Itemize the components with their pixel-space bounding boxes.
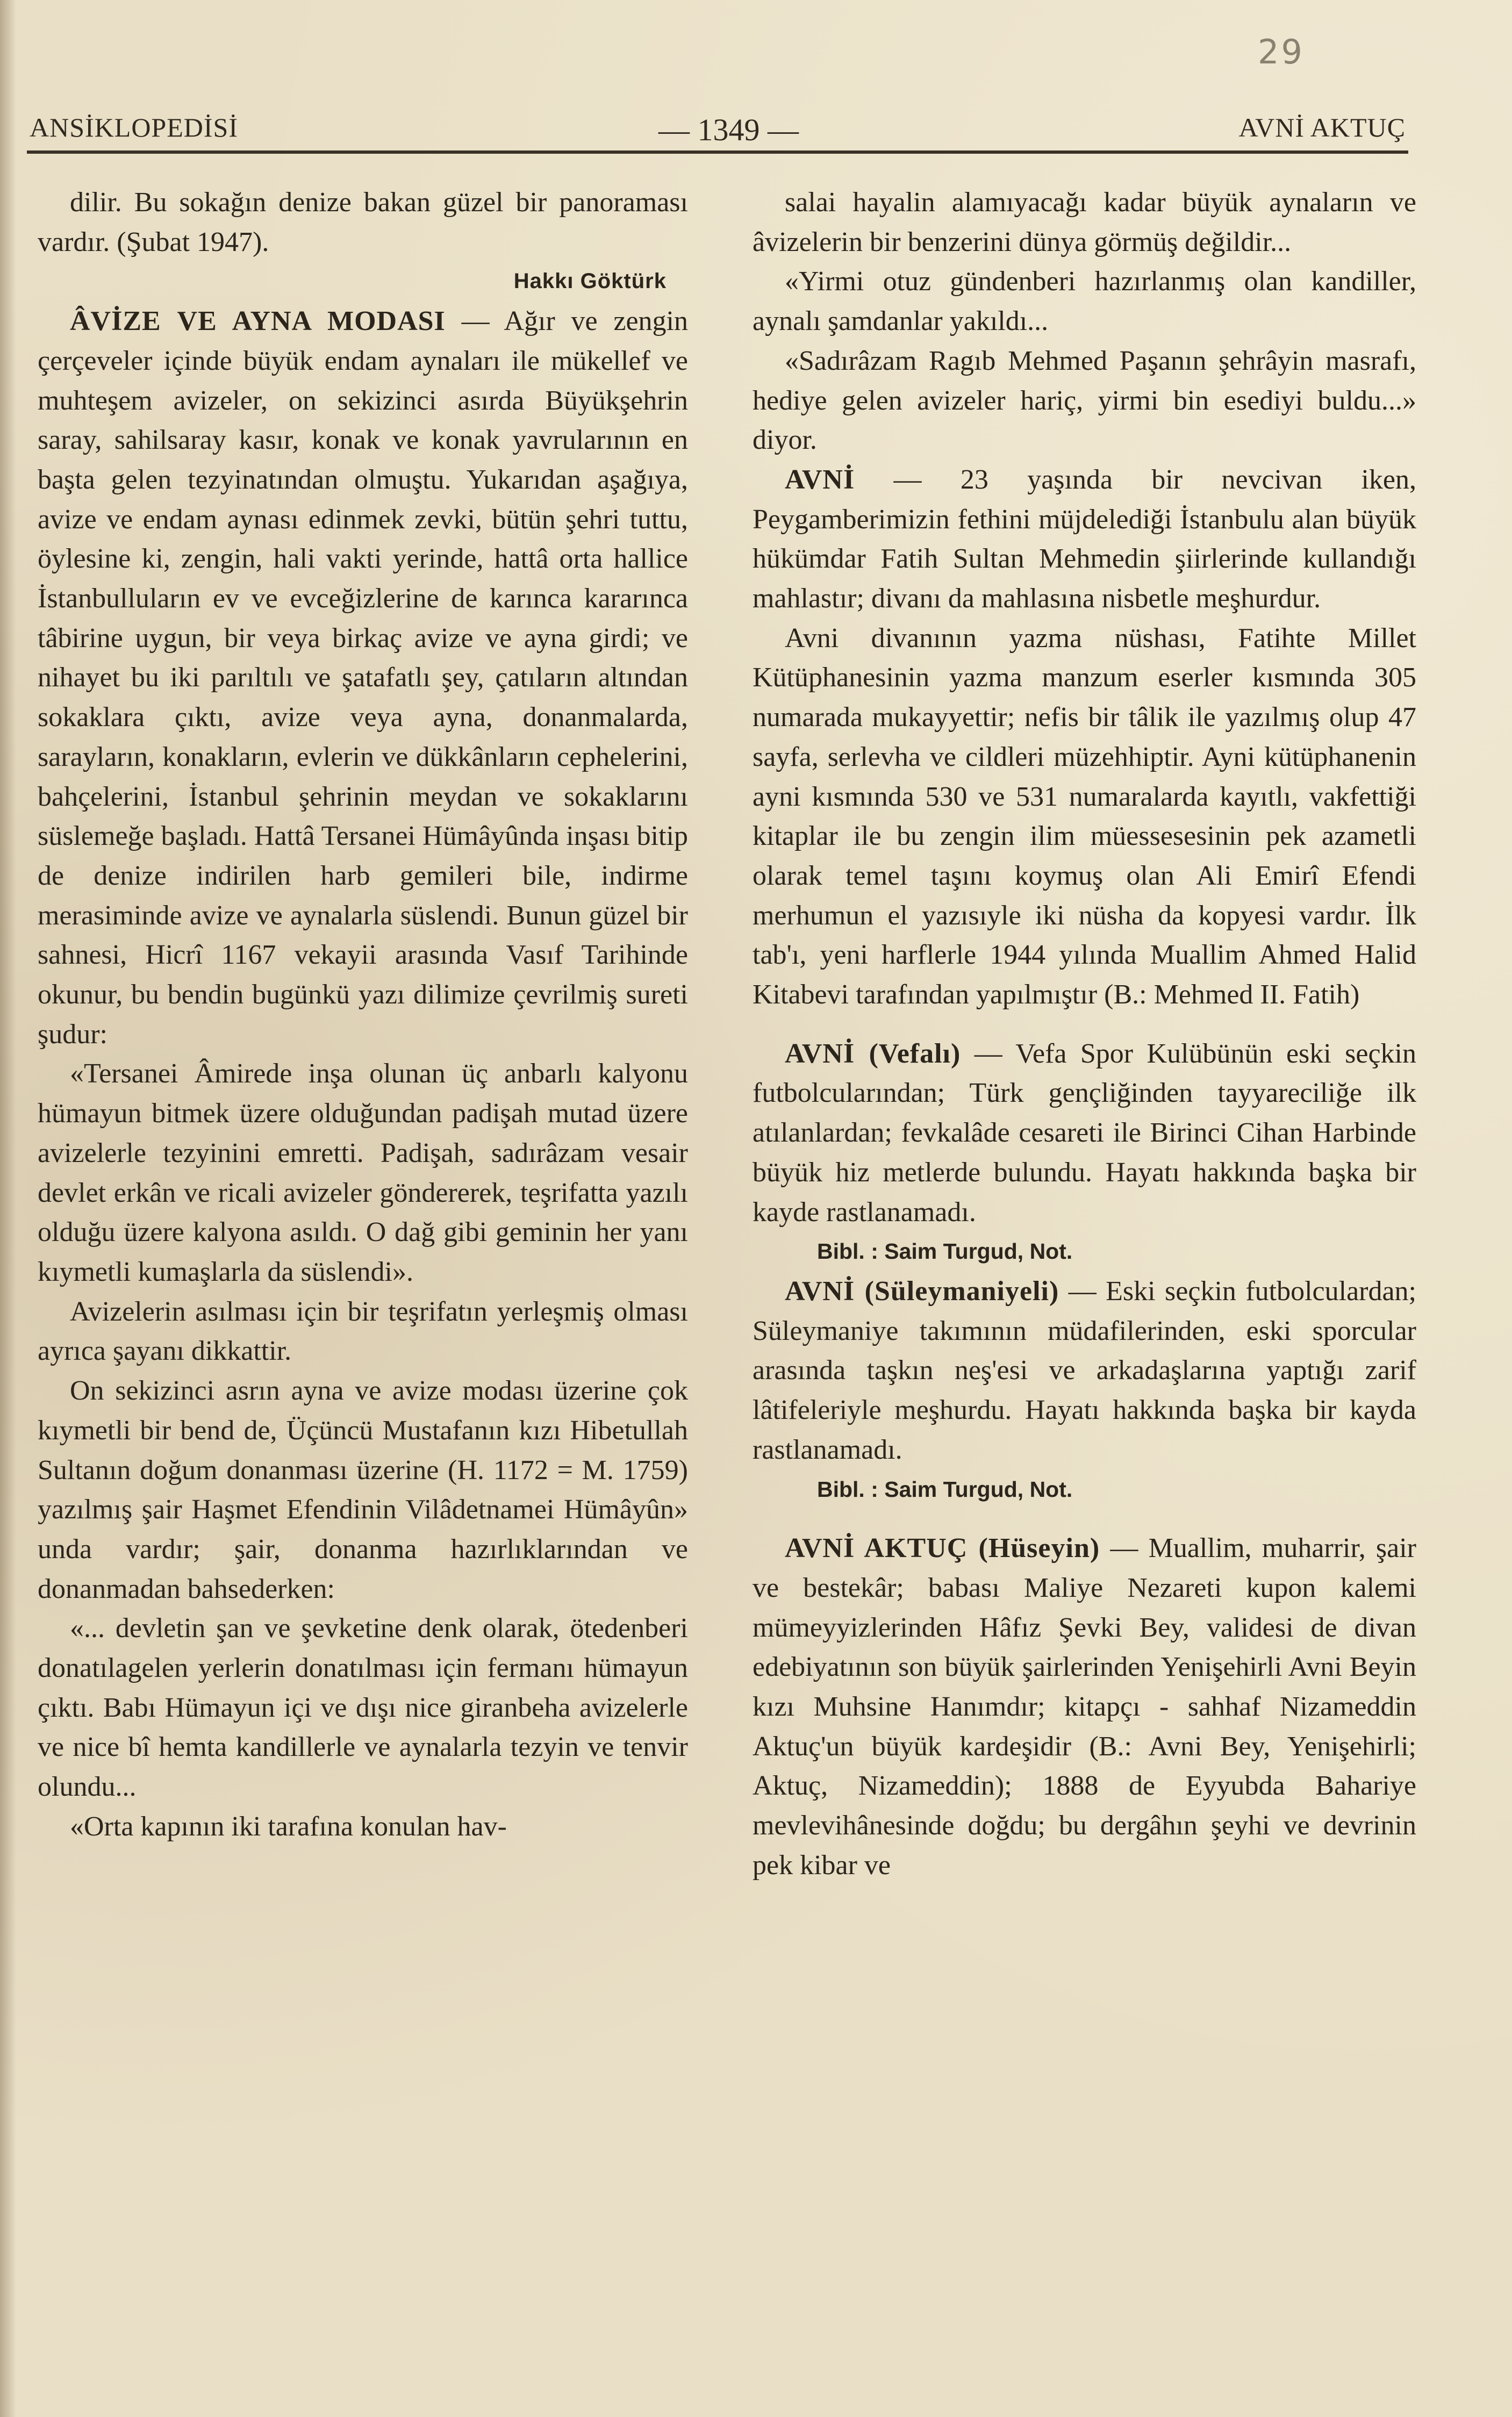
body-paragraph bbox=[753, 619, 1416, 1015]
header-left: ANSİKLOPEDİSİ bbox=[30, 112, 238, 142]
entry-paragraph bbox=[753, 1272, 1416, 1470]
entry-headword: AVNİ (Süleymaniyeli) bbox=[785, 1275, 1059, 1307]
bibliography-note: Bibl. : Saim Turgud, Not. bbox=[817, 1239, 1073, 1264]
entry-paragraph bbox=[753, 460, 1416, 619]
paragraph-text: «Yirmi otuz gündenberi hazırlanmış olan kandiller, aynalı şamdanlar yakıldı... bbox=[753, 266, 1416, 337]
paragraph-text: — 23 yaşında bir nevcivan iken, Peygamberimizin fethini müjdelediği İstanbulu alan büyük hükümdar Fatih Sultan Mehmedin şiirlerinde kullandığı mahlastır; divanı da mahlasına nisbetle meşhurdur. bbox=[753, 464, 1416, 614]
paragraph-text: Avizelerin asılması için bir teşrifatın yerleşmiş olması ayrıca şayanı dikkattir. bbox=[38, 1296, 688, 1367]
page-binding-shadow bbox=[0, 0, 16, 2417]
entry-paragraph bbox=[753, 1034, 1416, 1232]
page-number: — 1349 — bbox=[658, 112, 799, 147]
paragraph-text: Avni divanının yazma nüshası, Fatihte Millet Kütüphanesinin yazma manzum eserler kısmında 305 numarada mukayyettir; nefis bir tâlik ile yazılmış olup 47 sayfa, serlevha ve cildleri müzehhiptir. Ayni kütüphanenin ayni kısmında 530 ve 531 numaralarda kayıtlı, vakfettiği kitaplar ile bu zengin ilim müessesesinin pek azametli olarak temel taşını koymuş olan Ali Emirî Efendi merhumun el yazısıyle iki nüsha da kopyesi vardır. İlk tab'ı, yeni harflerle 1944 yılında Muallim Ahmed Halid Kitabevi tarafından yapılmıştır (B.: Mehmed II. Fatih) bbox=[753, 622, 1416, 1010]
entry-headword: ÂVİZE VE AYNA MODASI bbox=[70, 306, 446, 337]
bibliography-note: Bibl. : Saim Turgud, Not. bbox=[817, 1476, 1073, 1502]
entry-headword: AVNİ (Vefalı) bbox=[785, 1038, 961, 1069]
left-column bbox=[38, 183, 688, 1847]
running-header bbox=[30, 112, 1406, 149]
body-paragraph bbox=[38, 1609, 688, 1807]
body-paragraph bbox=[38, 183, 688, 262]
entry-headword: AVNİ AKTUÇ (Hüseyin) bbox=[785, 1533, 1100, 1564]
paragraph-text: — Ağır ve zengin çerçeveler içinde büyük endam aynaları ile mükellef ve muhteşem avizeler, on sekizinci asırda Büyükşehrin saray, sahilsaray kasır, konak ve konak yavrularının en başta gelen tezyinatından olmuştu. Yukarıdan aşağıya, avize ve endam aynası edinmek zevki, bütün şehri tuttu, öylesine ki, zengin, hali vakti yerinde, hattâ orta hallice İstanbulluların ev ve evceğizlerine de karınca kararınca tâbirine uygun, bir veya birkaç avize ve ayna girdi; ve nihayet bu iki parıltılı ve şatafatlı şey, çatıların altından sokaklara çıktı, avize veya ayna, donanmalarda, sarayların, konakların, evlerin ve dükkânların cephelerini, bahçelerini, İstanbul şehrinin meydan ve sokaklarını süslemeğe başladı. Hattâ Tersanei Hümâyûnda inşası bitip de denize indirilen harb gemileri bile, indirme merasiminde avize ve aynalarla süslendi. Bunun güzel bir sahnesi, Hicrî 1167 vekayii arasında Vasıf Tarihinde okunur, bu bendin bugünkü yazı dilimize çevrilmiş sureti şudur: bbox=[38, 306, 688, 1050]
entry-paragraph bbox=[38, 302, 688, 1054]
article-author: Hakkı Göktürk bbox=[513, 269, 667, 293]
paragraph-text: «Orta kapının iki tarafına konulan hav- bbox=[70, 1811, 507, 1842]
paragraph-text: «Sadırâzam Ragıb Mehmed Paşanın şehrâyin masrafı, hediye gelen avizeler hariç, yirmi bin esediyi buldu...» diyor. bbox=[753, 345, 1416, 456]
body-paragraph bbox=[38, 1807, 688, 1847]
paragraph-text: — Vefa Spor Kulübünün eski seçkin futbolcularından; Türk gençliğinden tayyareciliğe ilk atılanlardan; fevkalâde cesareti ile Birinci Cihan Harbinde büyük hiz metlerde bulundu. Hayatı hakkında başka bir kayde rastlanamadı. bbox=[753, 1038, 1416, 1228]
entry-headword: AVNİ bbox=[785, 464, 855, 495]
body-paragraph bbox=[38, 1054, 688, 1292]
body-paragraph bbox=[753, 262, 1416, 341]
entry-paragraph bbox=[753, 1529, 1416, 1885]
paragraph-text: — Muallim, muharrir, şair ve bestekâr; babası Maliye Nezareti kupon kalemi mümeyyizlerinden Hâfız Şevki Bey, validesi de divan edebiyatının son büyük şairlerinden Yenişehirli Avni Beyin kızı Muhsine Hanımdır; kitapçı - sahhaf Nizameddin Aktuç'un büyük kardeşidir (B.: Avni Bey, Yenişehirli; Aktuç, Nizameddin); 1888 de Eyyubda Bahariye mevlevihânesinde doğdu; bu dergâhın şeyhi ve devrinin pek kibar ve bbox=[753, 1533, 1416, 1881]
body-paragraph bbox=[38, 1371, 688, 1609]
header-rule bbox=[27, 150, 1408, 154]
paragraph-text: On sekizinci asrın ayna ve avize modası üzerine çok kıymetli bir bend de, Üçüncü Mustafanın kızı Hibetullah Sultanın doğum donanması üzerine (H. 1172 = M. 1759) yazılmış şair Haşmet Efendinin Vilâdetnamei Hümâyûn» unda vardır; şair, donanma hazırlıklarından ve donanmadan bahsederken: bbox=[38, 1375, 688, 1604]
body-paragraph bbox=[753, 183, 1416, 262]
paragraph-text: dilir. Bu sokağın denize bakan güzel bir panoraması vardır. (Şubat 1947). bbox=[38, 187, 688, 257]
handwritten-page-mark: 29 bbox=[1258, 32, 1305, 71]
body-paragraph bbox=[753, 341, 1416, 460]
paragraph-text: «Tersanei Âmirede inşa olunan üç anbarlı kalyonu hümayun bitmek üzere olduğundan padişah mutad üzere avizelerle tezyinini emretti. Padişah, sadırâzam vesair devlet erkân ve ricali avizeler göndererek, teşrifatta yazılı olduğu üzere kalyona asıldı. O dağ gibi geminin her yanı kıymetli kumaşlarla da süslendi». bbox=[38, 1058, 688, 1287]
paragraph-text: «... devletin şan ve şevketine denk olarak, ötedenberi donatılagelen yerlerin donatılması için fermanı hümayun çıktı. Babı Hümayun içi ve dışı nice giranbeha avizelerle ve nice bî hemta kandillerle ve aynalarla tezyin ve tenvir olundu... bbox=[38, 1613, 688, 1803]
paragraph-text: salai hayalin alamıyacağı kadar büyük aynaların ve âvizelerin bir benzerini dünya görmüş değildir... bbox=[753, 187, 1416, 257]
right-column bbox=[753, 183, 1416, 1885]
header-right: AVNİ AKTUÇ bbox=[1238, 112, 1406, 142]
paragraph-text: — Eski seçkin futbolculardan; Süleymaniye takımının müdafilerinden, eski sporcular arasında taşkın neş'esi ve arkadaşlarına yaptığı zarif lâtifeleriyle meşhurdu. Hayatı hakkında başka bir kayda rastlanamadı. bbox=[753, 1275, 1416, 1465]
body-paragraph bbox=[38, 1292, 688, 1371]
